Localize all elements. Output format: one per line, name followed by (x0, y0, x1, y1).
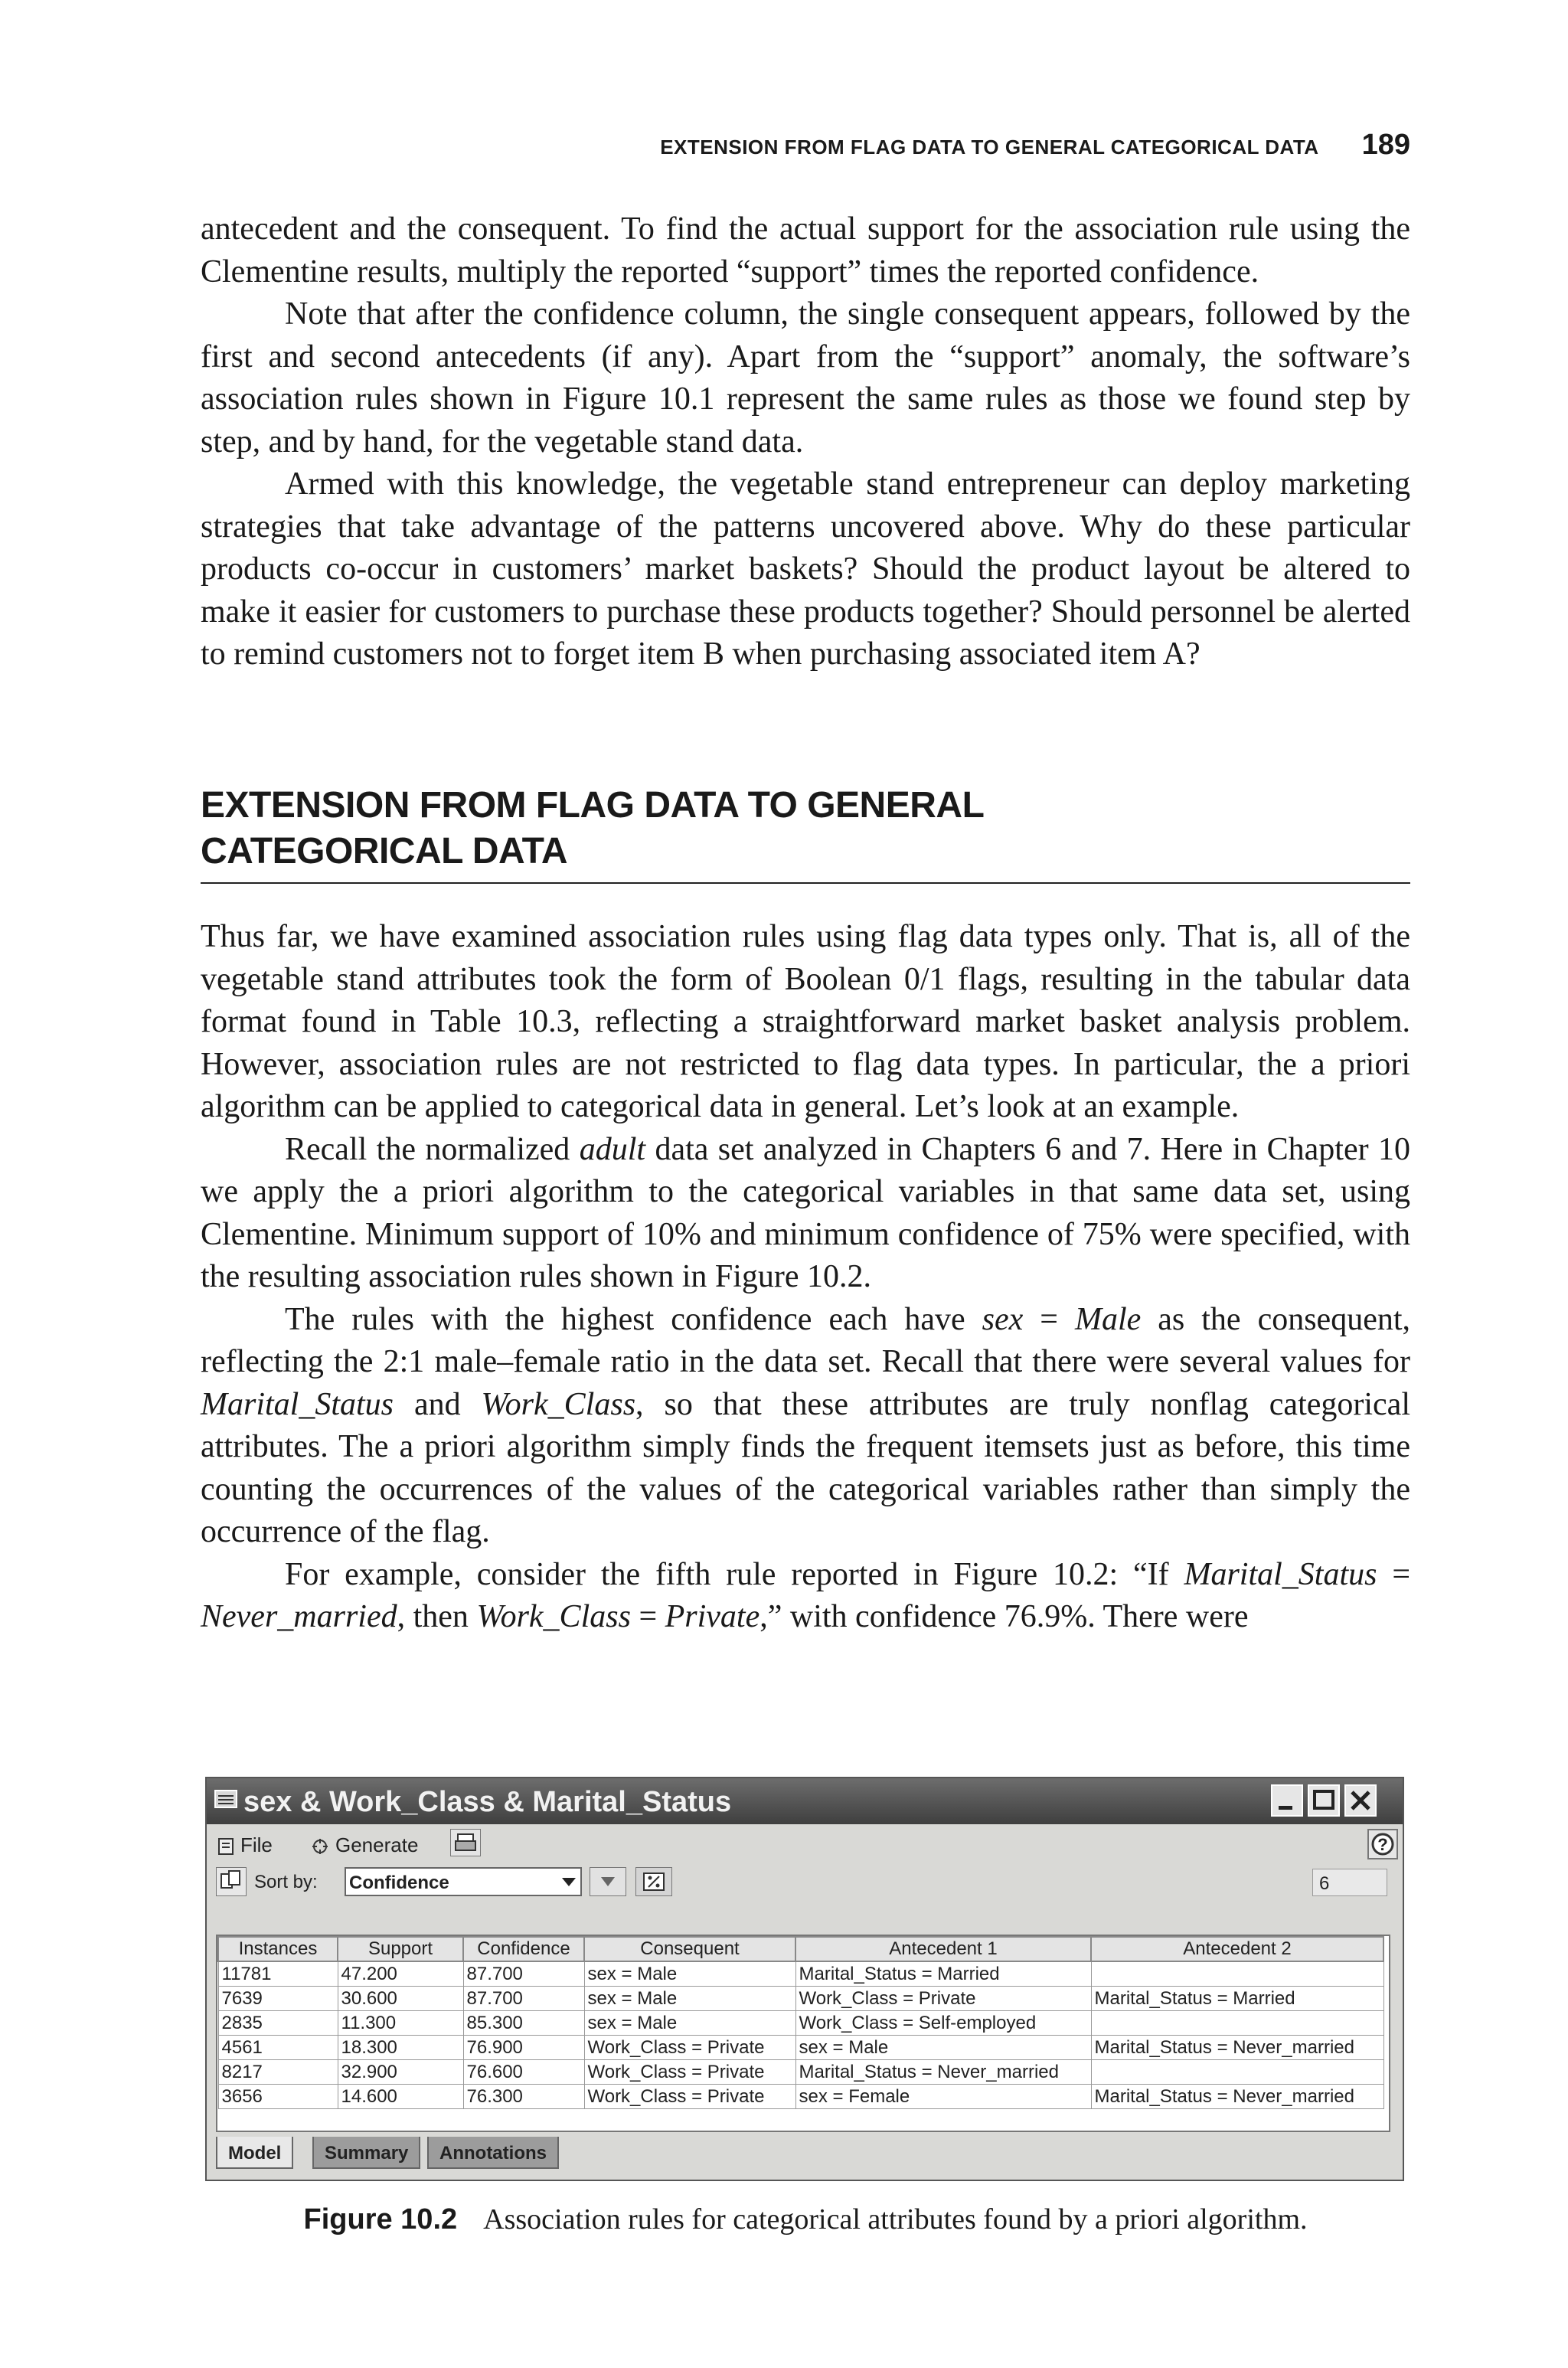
table-cell: 76.900 (463, 2036, 584, 2060)
minimize-icon (1272, 1786, 1302, 1815)
close-icon (1346, 1786, 1375, 1815)
sort-select[interactable] (345, 1867, 582, 1896)
italic-run: Marital_Status (1184, 1556, 1377, 1592)
text-run: The rules with the highest confidence each have (285, 1301, 982, 1337)
table-cell: 87.700 (463, 1961, 584, 1987)
table-row[interactable] (218, 2036, 1383, 2060)
paragraph (201, 1299, 1410, 1554)
table-cell: 32.900 (338, 2060, 463, 2085)
table-cell: 76.300 (463, 2085, 584, 2109)
sort-direction-button[interactable] (216, 1867, 247, 1896)
tab-annotations[interactable]: Annotations (427, 2137, 559, 2169)
section-heading-line: EXTENSION FROM FLAG DATA TO GENERAL (201, 785, 985, 826)
menu-generate-label: Generate (335, 1833, 419, 1856)
percent-toggle-button[interactable] (635, 1867, 672, 1896)
text-run: For example, consider the fifth rule reported in Figure 10.2: “If (285, 1556, 1184, 1592)
column-header[interactable]: Instances (218, 1937, 338, 1961)
sort-select-value: Confidence (349, 1872, 449, 1893)
column-header[interactable]: Consequent (584, 1937, 795, 1961)
sort-descending-icon (590, 1868, 626, 1895)
tab-summary[interactable]: Summary (312, 2137, 420, 2169)
running-head (201, 129, 1410, 162)
paragraph: antecedent and the consequent. To find the actual support for the association rule using the Clementine results, multiply the reported “support” times the reported confidence. (201, 211, 1410, 289)
table-cell: sex = Male (584, 2011, 795, 2036)
paragraph: Armed with this knowledge, the vegetable stand entrepreneur can deploy marketing strategies that take advantage of the patterns uncovered above. Why do these particular products co-occur in customers’ market baskets? Should the product layout be altered to make it easier for customers to purchase these products together? Should personnel be alerted to remind customers not to forget item B when purchasing associated item A? (201, 466, 1410, 672)
section-text (201, 916, 1410, 1639)
text-run: = (630, 1599, 665, 1634)
table-cell: 47.200 (338, 1961, 463, 1987)
file-icon (217, 1837, 234, 1856)
minimize-button[interactable] (1271, 1784, 1303, 1817)
rules-table-container[interactable] (216, 1935, 1390, 2132)
tab-model[interactable]: Model (216, 2137, 293, 2169)
percent-icon (636, 1868, 671, 1895)
paragraph: Thus far, we have examined association rules using flag data types only. That is, all of the vegetable stand attributes took the form of Boolean 0/1 flags, resulting in the tabular data format found in Table 10.3, reflecting a straightforward market basket analysis problem. However, association rules are not restricted to flag data types. In particular, the a priori algorithm can be applied to categorical data in general. Let’s look at an example. (201, 919, 1410, 1124)
italic-run: Private (665, 1599, 760, 1634)
italic-run: Marital_Status (201, 1386, 394, 1422)
sort-toolbar (207, 1863, 1403, 1901)
section-heading (201, 783, 1410, 884)
italic-run: Never_married (201, 1599, 397, 1634)
text-run: data set analyzed in Chapters 6 and 7. Here in Chapter 10 we apply the a priori algorithm to the categorical variables in that same data set, using Clementine. Minimum support of 10% and minimum confidence of 75% were specified, with the resulting association rules shown in Figure 10.2. (201, 1131, 1410, 1294)
menu-generate[interactable] (311, 1833, 418, 1857)
column-header[interactable]: Confidence (463, 1937, 584, 1961)
maximize-icon (1309, 1786, 1338, 1815)
table-cell: 3656 (218, 2085, 338, 2109)
table-cell: 14.600 (338, 2085, 463, 2109)
book-page (201, 0, 1410, 2368)
table-row[interactable] (218, 2060, 1383, 2085)
print-icon (451, 1830, 480, 1856)
table-cell: sex = Male (584, 1961, 795, 1987)
text-run: ,” with confidence 76.9%. There were (760, 1599, 1249, 1634)
table-cell: Marital_Status = Never_married (1091, 2036, 1383, 2060)
text-run: as the consequent, reflecting the 2:1 male–female ratio in the data set. Recall that there were several values for (201, 1301, 1411, 1379)
text-run: = (1023, 1301, 1075, 1337)
window-title: sex & Work_Class & Marital_Status (243, 1786, 732, 1818)
chevron-down-icon (560, 1876, 577, 1888)
italic-run: Male (1074, 1301, 1142, 1337)
window-app-icon (214, 1789, 237, 1809)
rules-window (205, 1777, 1404, 2181)
sort-icon (217, 1868, 246, 1895)
paragraph (201, 1129, 1410, 1299)
table-cell: Marital_Status = Married (795, 1961, 1091, 1987)
page-number: 189 (1361, 129, 1410, 161)
table-cell: Work_Class = Private (584, 2085, 795, 2109)
menubar (207, 1826, 1403, 1861)
table-cell: Marital_Status = Married (1091, 1987, 1383, 2011)
italic-run: sex (982, 1301, 1024, 1337)
column-header[interactable]: Antecedent 1 (795, 1937, 1091, 1961)
table-cell: sex = Male (795, 2036, 1091, 2060)
maximize-button[interactable] (1308, 1784, 1340, 1817)
table-row[interactable] (218, 1987, 1383, 2011)
intro-text (201, 208, 1410, 676)
menu-file[interactable] (217, 1833, 273, 1857)
text-run: and (394, 1386, 482, 1422)
rules-table (217, 1936, 1384, 2109)
table-cell: Marital_Status = Never_married (1091, 2085, 1383, 2109)
help-icon[interactable] (1367, 1829, 1398, 1859)
table-cell: Work_Class = Self-employed (795, 2011, 1091, 2036)
table-cell: Work_Class = Private (584, 2060, 795, 2085)
table-cell: 4561 (218, 2036, 338, 2060)
sort-label: Sort by: (254, 1872, 318, 1892)
column-header[interactable]: Support (338, 1937, 463, 1961)
text-run: , then (397, 1599, 477, 1634)
table-cell: 85.300 (463, 2011, 584, 2036)
table-cell: 30.600 (338, 1987, 463, 2011)
menu-file-label: File (240, 1833, 273, 1856)
sort-order-button[interactable] (590, 1867, 626, 1896)
italic-run: adult (579, 1131, 646, 1167)
print-button[interactable] (450, 1829, 481, 1856)
italic-run: Work_Class (476, 1599, 631, 1634)
paragraph (201, 1554, 1410, 1639)
table-cell: 76.600 (463, 2060, 584, 2085)
text-run: Recall the normalized (285, 1131, 580, 1167)
table-cell: sex = Male (584, 1987, 795, 2011)
italic-run: Work_Class (481, 1386, 636, 1422)
table-cell: 11781 (218, 1961, 338, 1987)
table-cell: 18.300 (338, 2036, 463, 2060)
section-heading-line: CATEGORICAL DATA (201, 831, 568, 872)
text-run: = (1377, 1556, 1410, 1592)
table-cell (1091, 2011, 1383, 2036)
table-cell: Work_Class = Private (584, 2036, 795, 2060)
table-row[interactable] (218, 2085, 1383, 2109)
paragraph: Note that after the confidence column, the single consequent appears, followed by the first and second antecedents (if any). Apart from the “support” anomaly, the software’s association rules shown in Figure 10.1 represent the same rules as those we found step by step, and by hand, for the vegetable stand data. (201, 296, 1410, 460)
table-header-row (218, 1937, 1383, 1961)
table-row[interactable] (218, 2011, 1383, 2036)
table-cell (1091, 1961, 1383, 1987)
generate-icon (311, 1837, 329, 1856)
table-cell: sex = Female (795, 2085, 1091, 2109)
table-cell: Work_Class = Private (795, 1987, 1091, 2011)
table-cell: 11.300 (338, 2011, 463, 2036)
figure-label: Figure 10.2 (303, 2203, 458, 2236)
close-button[interactable] (1344, 1784, 1377, 1817)
figure-caption-text: Association rules for categorical attributes found by a priori algorithm. (483, 2203, 1308, 2236)
text-run: , so that these attributes are truly nonflag categorical attributes. The a priori algorithm simply finds the frequent itemsets just as before, this time counting the occurrences of the values of the categorical variables rather than simply the occurrence of the flag. (201, 1386, 1410, 1549)
table-cell: 2835 (218, 2011, 338, 2036)
table-cell: 8217 (218, 2060, 338, 2085)
svg-text:?: ? (1377, 1835, 1388, 1854)
rule-count: 6 (1312, 1869, 1387, 1896)
table-cell: 7639 (218, 1987, 338, 2011)
window-titlebar[interactable] (207, 1778, 1403, 1824)
table-cell: Marital_Status = Never_married (795, 2060, 1091, 2085)
column-header[interactable]: Antecedent 2 (1091, 1937, 1383, 1961)
table-cell (1091, 2060, 1383, 2085)
running-head-title: EXTENSION FROM FLAG DATA TO GENERAL CATEGORICAL DATA (660, 136, 1319, 159)
table-cell: 87.700 (463, 1987, 584, 2011)
figure-caption (201, 2203, 1410, 2236)
table-row[interactable] (218, 1961, 1383, 1987)
